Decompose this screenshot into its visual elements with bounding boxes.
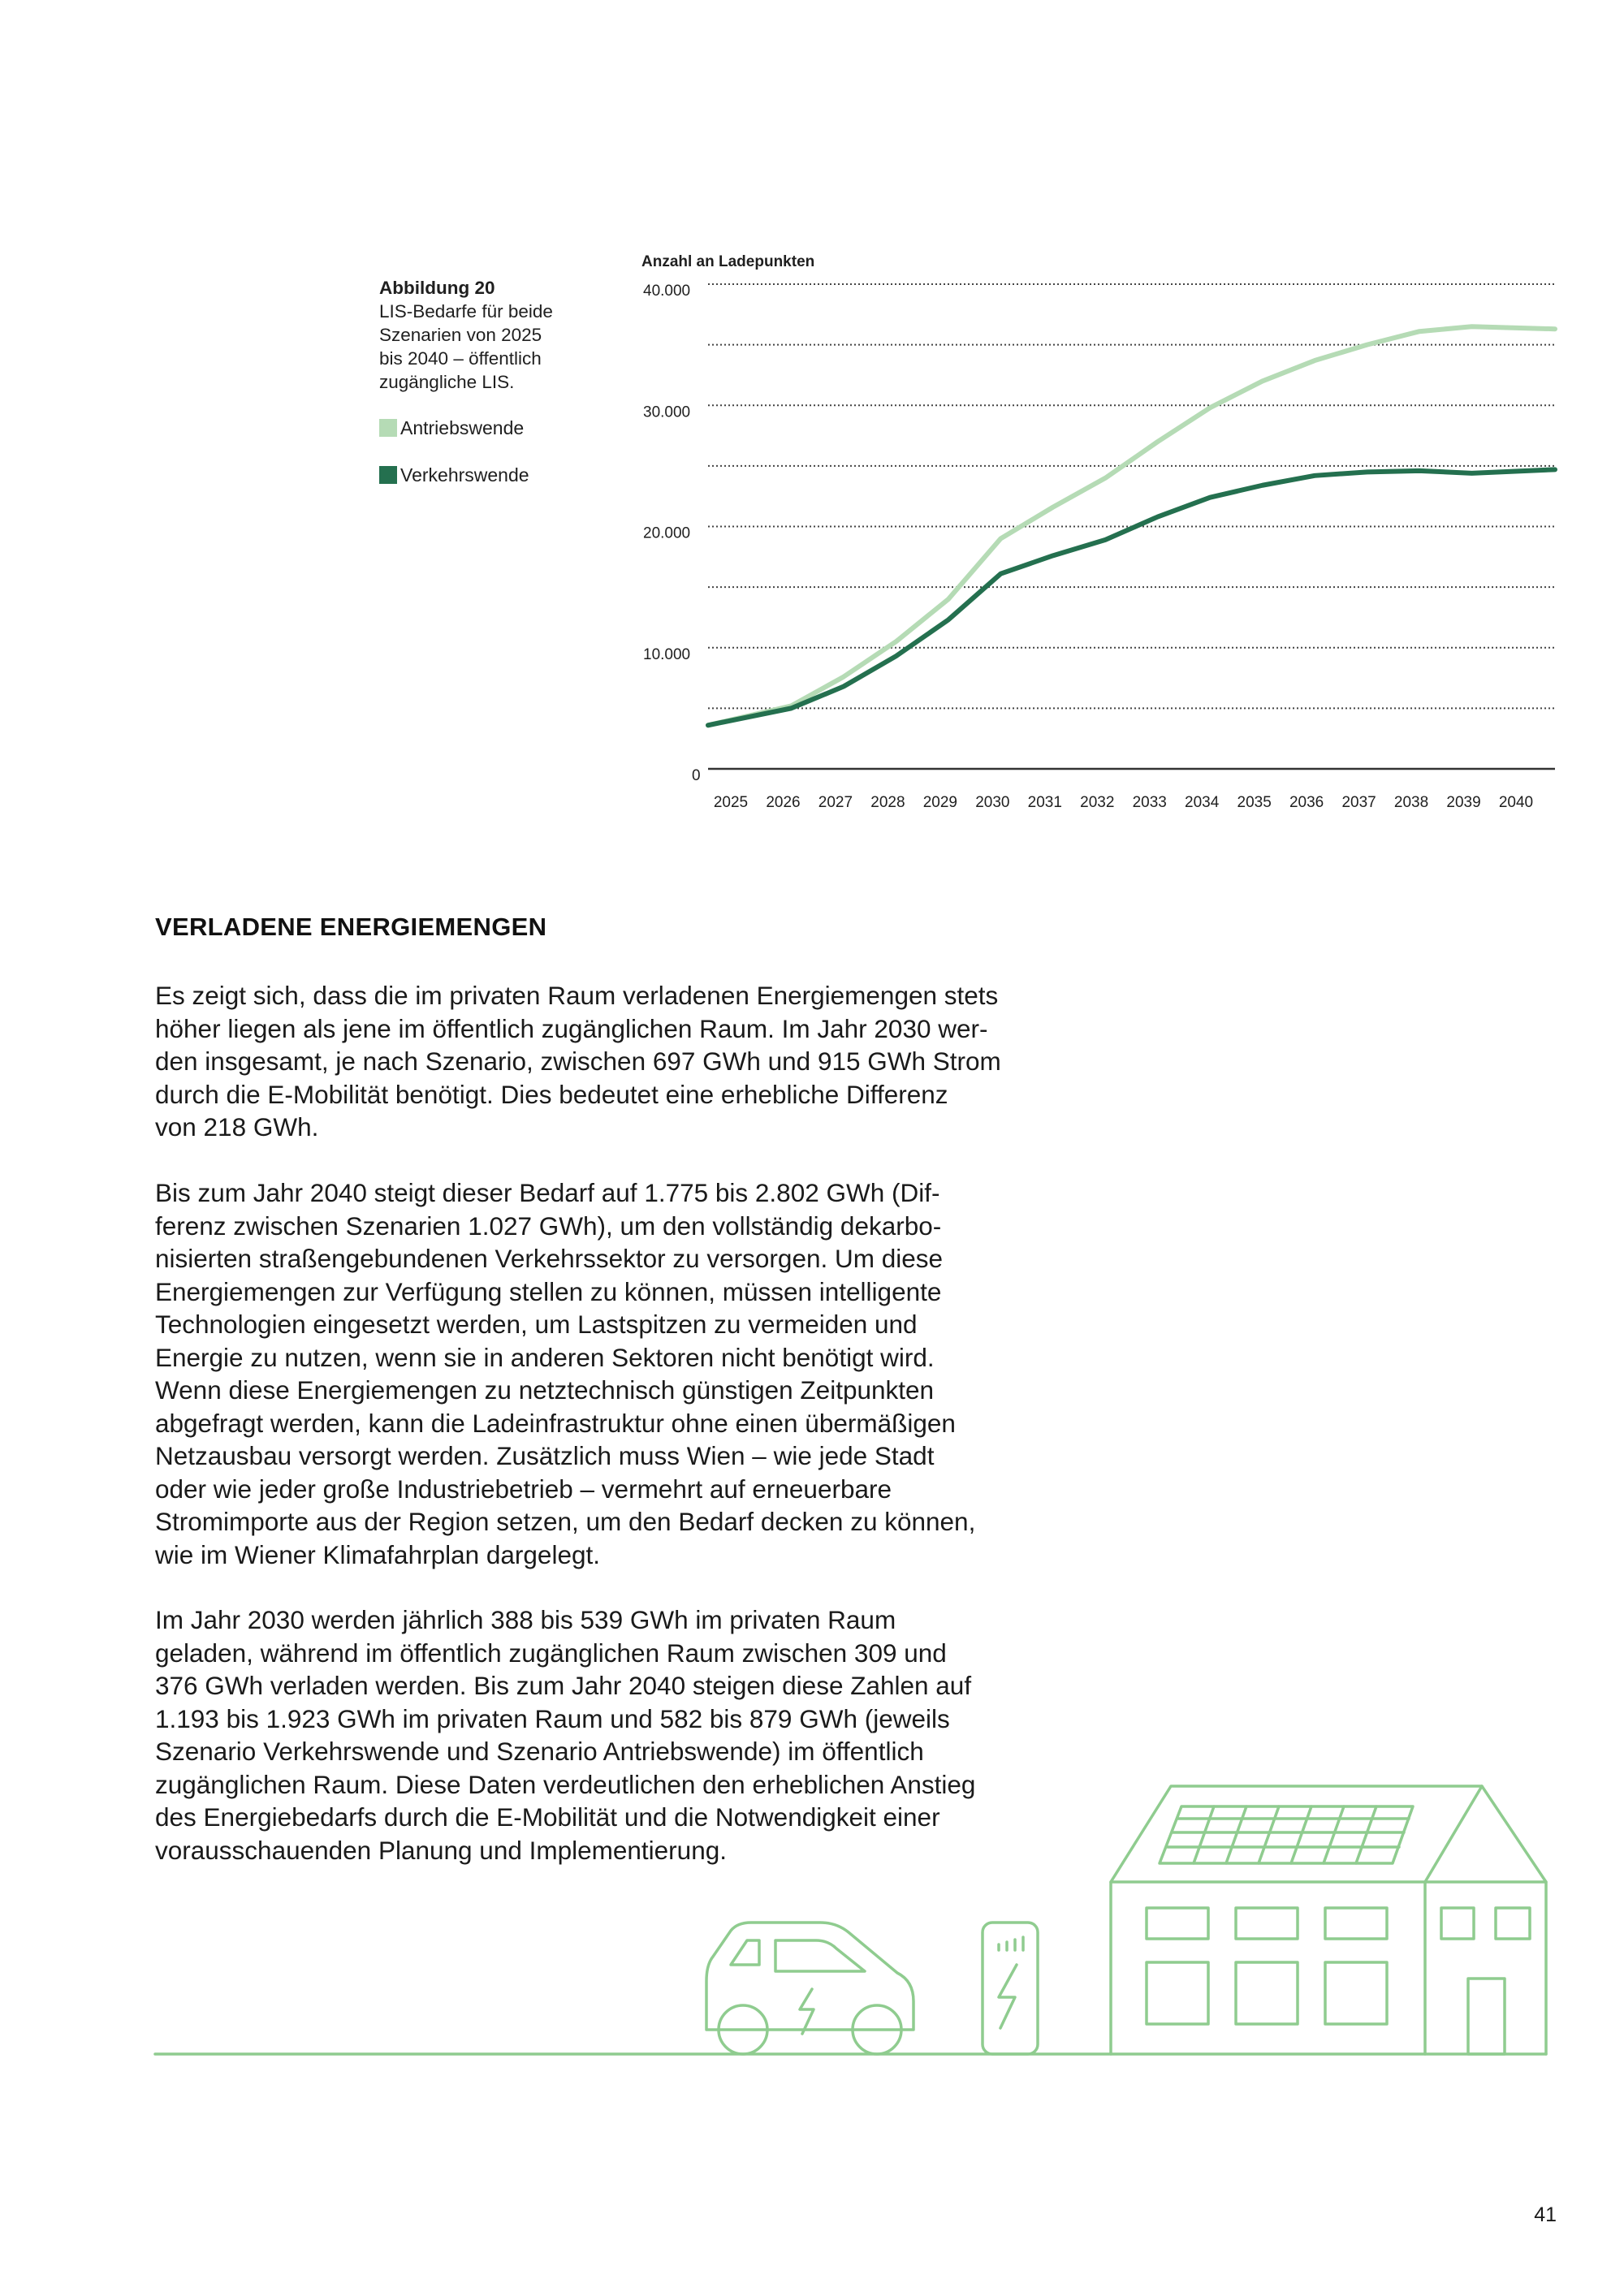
legend-label-antriebswende: Antriebswende <box>400 417 525 438</box>
y-tick-label: 40.000 <box>643 283 691 300</box>
figure-caption-line: zugängliche LIS. <box>379 372 515 392</box>
x-tick-label: 2034 <box>1185 794 1220 811</box>
paragraph-line: abgefragt werden, kann die Ladeinfrastruktur ohne einen übermäßigen <box>155 1408 956 1438</box>
paragraph-line: höher liegen als jene im öffentlich zugänglichen Raum. Im Jahr 2030 wer- <box>155 1013 988 1043</box>
paragraph-line: Im Jahr 2030 werden jährlich 388 bis 539 GWh im privaten Raum <box>155 1605 896 1634</box>
paragraph-line: 376 GWh verladen werden. Bis zum Jahr 2040 steigen diese Zahlen auf <box>155 1671 972 1700</box>
x-tick-label: 2030 <box>975 794 1010 811</box>
x-tick-label: 2038 <box>1393 794 1429 811</box>
x-tick-label: 2025 <box>713 794 749 811</box>
paragraph-line: Wenn diese Energiemengen zu netztechnisch günstigen Zeitpunkten <box>155 1375 935 1405</box>
paragraph-line: von 218 GWh. <box>155 1112 319 1142</box>
x-tick-label: 2036 <box>1289 794 1324 811</box>
paragraph-line: nisierten straßengebundenen Verkehrssektor zu versorgen. Um diese <box>155 1244 944 1273</box>
x-tick-label: 2037 <box>1341 794 1376 811</box>
y-tick-label: 20.000 <box>643 524 691 542</box>
paragraph-line: Bis zum Jahr 2040 steigt dieser Bedarf auf 1.775 bis 2.802 GWh (Dif- <box>155 1178 940 1207</box>
figure-label: Abbildung 20 <box>379 278 495 298</box>
paragraph-line: durch die E-Mobilität benötigt. Dies bedeutet eine erhebliche Differenz <box>155 1079 948 1109</box>
x-tick-label: 2031 <box>1027 794 1062 811</box>
y-axis-label: Anzahl an Ladepunkten <box>641 253 815 270</box>
paragraph-line: Netzausbau versorgt werden. Zusätzlich muss Wien – wie jede Stadt <box>155 1441 935 1470</box>
charging-station-icon <box>983 1923 1038 2054</box>
x-tick-label: 2039 <box>1446 794 1481 811</box>
paragraph-line: Stromimporte aus der Region setzen, um den Bedarf decken zu können, <box>155 1507 976 1536</box>
figure-caption-line: bis 2040 – öffentlich <box>379 348 542 369</box>
y-tick-label: 30.000 <box>643 404 691 421</box>
figure-caption-line: Szenarien von 2025 <box>379 325 542 345</box>
paragraph-line: Szenario Verkehrswende und Szenario Antriebswende) im öffentlich <box>155 1737 924 1766</box>
paragraph-line: zugänglichen Raum. Diese Daten verdeutlichen den erheblichen Anstieg <box>155 1769 976 1799</box>
paragraph-line: den insgesamt, je nach Szenario, zwischen 697 GWh und 915 GWh Strom <box>155 1047 1001 1076</box>
paragraph-line: Es zeigt sich, dass die im privaten Raum verladenen Energiemengen stets <box>155 981 999 1010</box>
x-tick-label: 2027 <box>818 794 853 811</box>
x-tick-label: 2040 <box>1498 794 1534 811</box>
legend-label-verkehrswende: Verkehrswende <box>400 464 529 486</box>
section-heading: VERLADENE ENERGIEMENGEN <box>155 913 547 941</box>
page-number: 41 <box>1534 2203 1557 2226</box>
x-tick-label: 2035 <box>1237 794 1272 811</box>
x-tick-label: 2029 <box>922 794 958 811</box>
paragraph-line: wie im Wiener Klimafahrplan dargelegt. <box>155 1539 600 1569</box>
paragraph-line: oder wie jeder große Industriebetrieb – vermehrt auf erneuerbare <box>155 1474 892 1504</box>
paragraph-line: 1.193 bis 1.923 GWh im privaten Raum und 582 bis 879 GWh (jeweils <box>155 1703 950 1733</box>
x-tick-label: 2026 <box>766 794 801 811</box>
y-tick-label: 10.000 <box>643 645 691 663</box>
x-tick-label: 2033 <box>1132 794 1167 811</box>
x-tick-label: 2028 <box>870 794 905 811</box>
x-tick-label: 2032 <box>1080 794 1115 811</box>
paragraph-line: Technologien eingesetzt werden, um Lastspitzen zu vermeiden und <box>155 1310 918 1339</box>
paragraph-line: des Energiebedarfs durch die E-Mobilität und die Notwendigkeit einer <box>155 1802 940 1832</box>
house-icon <box>1111 1786 1546 2054</box>
paragraph-line: geladen, während im öffentlich zugänglichen Raum zwischen 309 und <box>155 1638 947 1668</box>
paragraph-line: Energiemengen zur Verfügung stellen zu können, müssen intelligente <box>155 1276 942 1306</box>
figure-caption-line: LIS-Bedarfe für beide <box>379 301 553 322</box>
paragraph-line: vorausschauenden Planung und Implementierung. <box>155 1835 727 1865</box>
y-tick-label: 0 <box>692 767 701 784</box>
electric-car-icon <box>706 1923 914 2054</box>
paragraph-line: ferenz zwischen Szenarien 1.027 GWh), um den vollständig dekarbo- <box>155 1211 942 1241</box>
paragraph-line: Energie zu nutzen, wenn sie in anderen Sektoren nicht benötigt wird. <box>155 1342 935 1372</box>
